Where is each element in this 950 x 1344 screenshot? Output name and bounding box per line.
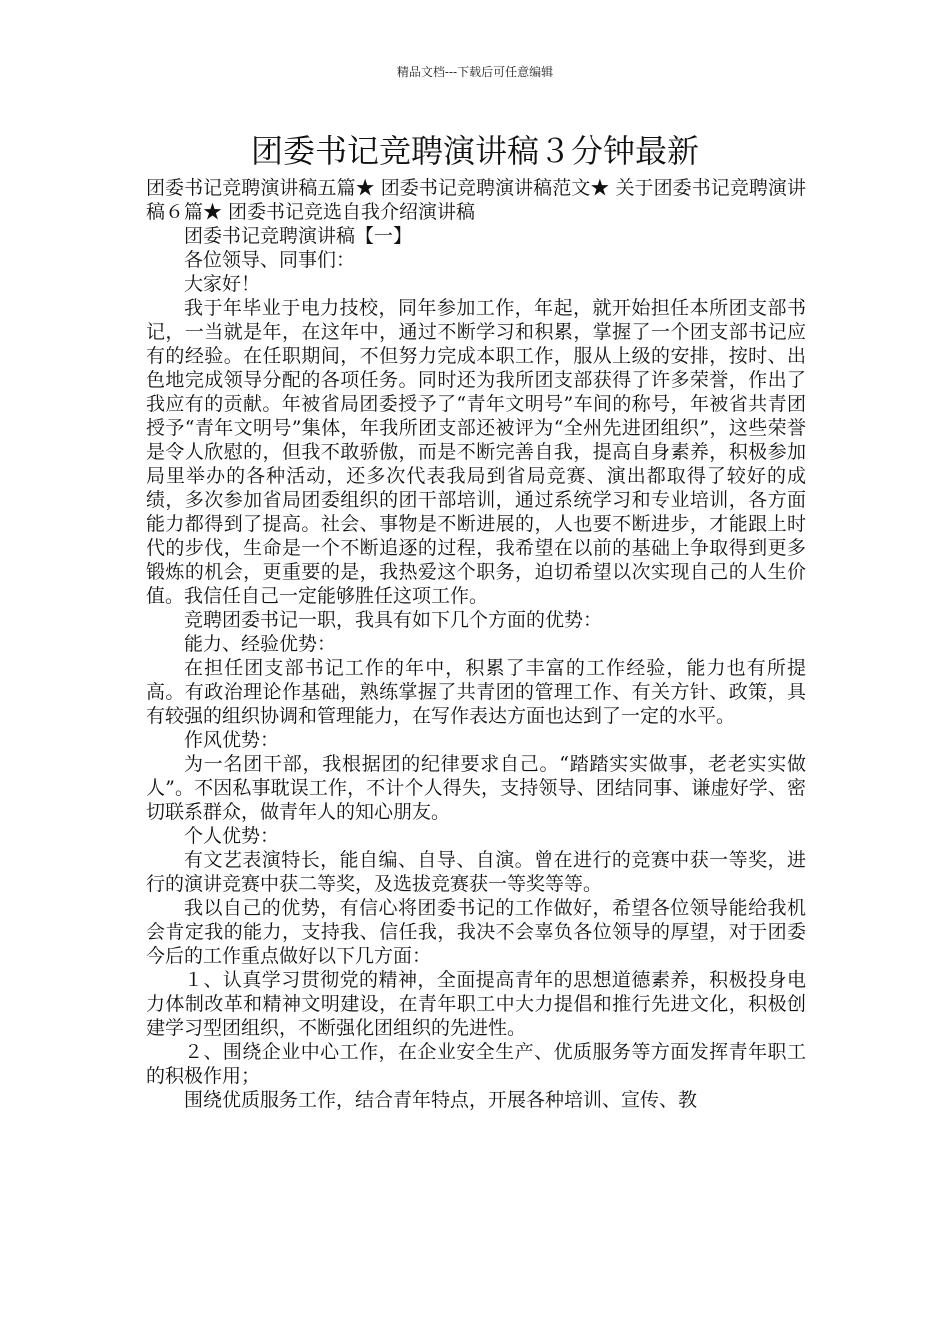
paragraph-service: 围绕优质服务工作，结合青年特点，开展各种培训、宣传、教	[184, 1089, 698, 1111]
paragraph-intro: 我于年毕业于电力技校，同年参加工作，年起，就开始担任本所团支部书记，一当就是年，在这年中，通过不断学习和积累，掌握了一个团支部书记应有的经验。在任职期间，不但努力完成本职工作，服从上级的安排，按时、出色地完成领导分配的各项任务。同时还为我所团支部获得了许多荣誉，作出了我应有的贡献。年被省局团委授予了“青年文明号”车间的称号，年被省共青团授予“青年文明号”集体，年我所团支部还被评为“全州先进团组织”，这些荣誉是令人欣慰的，但我不敢骄傲，而是不断完善自我，提高自身素养，积极参加局里举办的各种活动，还多次代表我局到省局竞赛、演出都取得了较好的成绩，多次参加省局团委组织的团干部培训，通过系统学习和专业培训，各方面能力都得到了提高。社会、事物是不断进展的，人也要不断进步，才能跟上时代的步伐，生命是一个不断追逐的过程，我希望在以前的基础上争取得到更多锻炼的机会，更重要的是，我热爱这个职务，迫切希望以次实现自己的人生价值。我信任自己一定能够胜任这项工作。	[146, 297, 806, 607]
salutation: 各位领导、同事们：	[184, 249, 356, 271]
paragraph-point-1: １、认真学习贯彻党的精神，全面提高青年的思想道德素养，积极投身电力体制改革和精神文明建设，在青年职工中大力提倡和推行先进文化，积极创建学习型团组织，不断强化团组织的先进性。	[146, 969, 806, 1039]
paragraph-advantages-intro: 竞聘团委书记一职，我具有如下几个方面的优势：	[184, 609, 603, 631]
paragraph-style: 为一名团干部，我根据团的纪律要求自己。“踏踏实实做事，老老实实做人”。不因私事耽误工作，不计个人得失，支持领导、团结同事、谦虚好学、密切联系群众，做青年人的知心朋友。	[146, 753, 806, 823]
subheading-personal: 个人优势：	[184, 825, 280, 847]
document-title: 团委书记竞聘演讲稿３分钟最新	[250, 132, 699, 170]
section-heading: 团委书记竞聘演讲稿【一】	[184, 225, 413, 247]
paragraph-personal: 有文艺表演特长，能自编、自导、自演。曾在进行的竞赛中获一等奖，进行的演讲竞赛中获二等奖，及选拔竞赛获一等奖等等。	[146, 849, 806, 895]
subheading-ability: 能力、经验优势：	[184, 633, 337, 655]
document-body	[146, 176, 806, 1112]
paragraph-ability: 在担任团支部书记工作的年中，积累了丰富的工作经验，能力也有所提高。有政治理论作基础，熟练掌握了共青团的管理工作、有关方针、政策，具有较强的组织协调和管理能力，在写作表达方面也达到了一定的水平。	[146, 657, 806, 727]
page-header: 精品文档---下载后可任意编辑	[396, 65, 554, 79]
paragraph-point-2: ２、围绕企业中心工作，在企业安全生产、优质服务等方面发挥青年职工的积极作用；	[146, 1041, 806, 1087]
subheading-style: 作风优势：	[184, 729, 280, 751]
paragraph-commitment: 我以自己的优势，有信心将团委书记的工作做好，希望各位领导能给我机会肯定我的能力，支持我、信任我，我决不会辜负各位领导的厚望，对于团委今后的工作重点做好以下几方面：	[146, 897, 806, 967]
greeting: 大家好！	[184, 273, 261, 295]
related-links-line: 团委书记竞聘演讲稿五篇★ 团委书记竞聘演讲稿范文★ 关于团委书记竞聘演讲稿６篇★ 团委书记竞选自我介绍演讲稿	[146, 177, 806, 223]
